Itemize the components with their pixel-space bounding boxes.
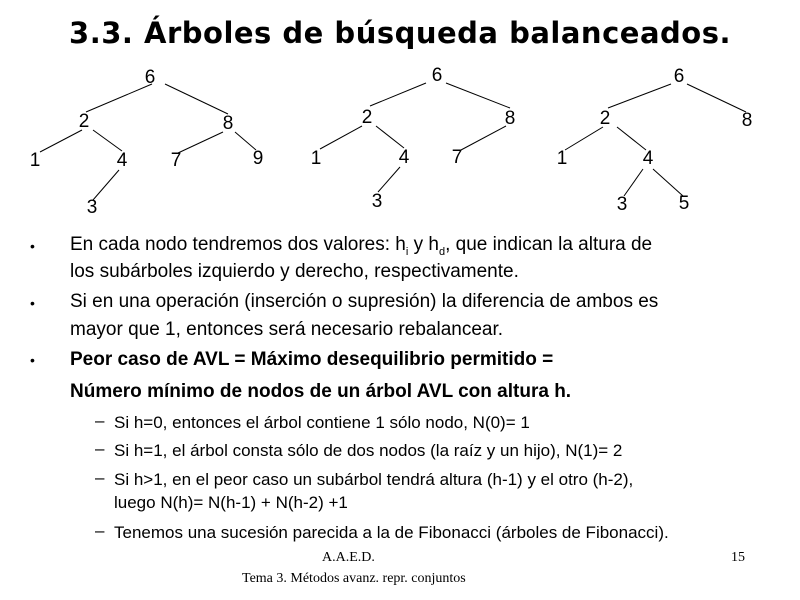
tree3-node: 5 [678, 193, 690, 214]
subitem-4: Tenemos una sucesión parecida a la de Fibonacci (árboles de Fibonacci). [114, 523, 669, 542]
tree2-node-root: 6 [431, 65, 443, 86]
tree1-node: 7 [170, 150, 182, 171]
tree-diagrams [0, 0, 800, 230]
tree3-node: 2 [599, 108, 611, 129]
subitem-marker: – [95, 439, 105, 458]
tree3-node: 8 [741, 110, 753, 131]
bullet-2-line-1: Si en una operación (inserción o supresión) la diferencia de ambos es [70, 291, 659, 312]
tree1-node: 1 [29, 150, 41, 171]
subitem-1: Si h=0, entonces el árbol contiene 1 sólo nodo, N(0)= 1 [114, 413, 530, 432]
tree3-node: 4 [642, 148, 654, 169]
footer-course: A.A.E.D. [322, 550, 375, 565]
slide-title: 3.3. Árboles de búsqueda balanceados. [69, 16, 731, 50]
tree2-node: 8 [504, 108, 516, 129]
tree2-node: 2 [361, 107, 373, 128]
tree1-node: 3 [86, 197, 98, 218]
tree3-node: 3 [616, 194, 628, 215]
subitem-2: Si h=1, el árbol consta sólo de dos nodos (la raíz y un hijo), N(1)= 2 [114, 441, 623, 460]
page-number: 15 [731, 550, 745, 565]
tree2-node: 4 [398, 147, 410, 168]
tree3-node: 1 [556, 148, 568, 169]
tree1-node: 9 [252, 148, 264, 169]
tree1-node-root: 6 [144, 67, 156, 88]
bullet-marker: • [30, 238, 35, 254]
tree2-node: 7 [451, 147, 463, 168]
bullet-1-line-1: En cada nodo tendremos dos valores: $h_i$ y $h_d$, que indican la altura de [70, 234, 653, 258]
bullet-1-line-2: los subárboles izquierdo y derecho, respectivamente. [70, 261, 519, 282]
tree1-node: 4 [116, 150, 128, 171]
tree1-node: 2 [78, 111, 90, 132]
bullet-3-line-1: Peor caso de AVL = Máximo desequilibrio permitido = [70, 349, 554, 370]
bullet-2-line-2: mayor que 1, entonces será necesario rebalancear. [70, 319, 504, 340]
tree2-node: 3 [371, 191, 383, 212]
bullet-marker: • [30, 295, 35, 311]
bullet-marker: • [30, 352, 35, 368]
footer-topic: Tema 3. Métodos avanz. repr. conjuntos [242, 571, 466, 586]
subitem-marker: – [95, 521, 105, 540]
tree2-node: 1 [310, 148, 322, 169]
subitem-3-line-1: Si h>1, en el peor caso un subárbol tendrá altura (h-1) y el otro (h-2), [114, 470, 634, 489]
bullet-3-line-2: Número mínimo de nodos de un árbol AVL con altura h. [70, 381, 572, 402]
tree3-node-root: 6 [673, 66, 685, 87]
subitem-3-line-2: luego N(h)= N(h-1) + N(h-2) +1 [114, 493, 348, 512]
subitem-marker: – [95, 411, 105, 430]
tree1-node: 8 [222, 113, 234, 134]
subitem-marker: – [95, 468, 105, 487]
